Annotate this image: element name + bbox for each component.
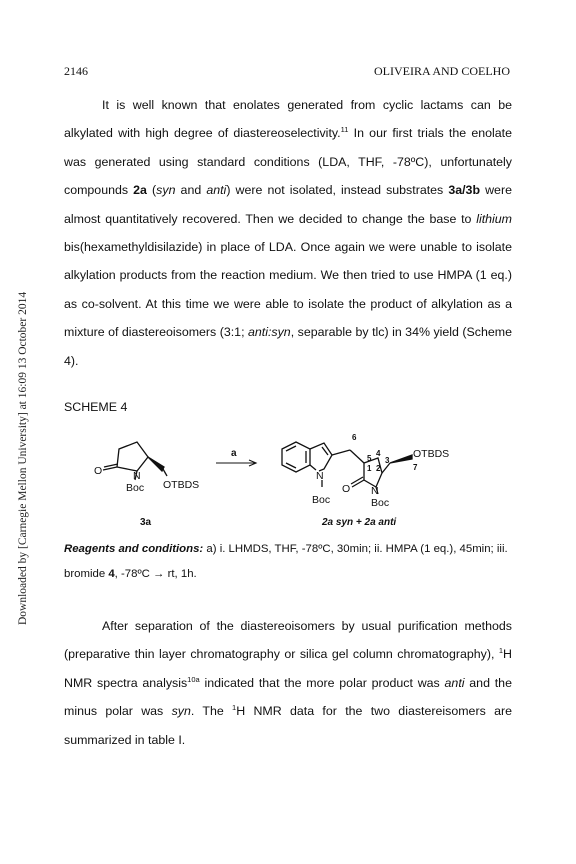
superscript: 1 <box>232 703 237 713</box>
italic-term: anti:syn <box>248 325 291 340</box>
italic-term: syn <box>171 704 191 719</box>
arrow-label: a <box>231 448 237 459</box>
text: H NMR data for the two diastereisomers are summarized in table I. <box>64 704 512 747</box>
text: a) i. LHMDS, THF, -78ºC, 30min; ii. HMPA (1 eq.), 45min; iii. bromide <box>64 543 508 580</box>
reaction-scheme <box>60 425 510 533</box>
compound-ref: 2a <box>133 183 147 198</box>
reagents-caption <box>64 537 512 586</box>
carbonyl-bond <box>352 480 364 487</box>
text: indicated that the more polar product was <box>199 675 445 690</box>
text: H NMR spectra analysis <box>64 647 512 690</box>
reagents-label: Reagents and conditions: <box>64 543 204 555</box>
compound-ref: 4 <box>108 567 115 580</box>
text: and the minus polar was <box>64 675 512 719</box>
paragraph-separation <box>64 612 512 754</box>
indole-nitrogen-label: N <box>316 470 324 482</box>
compound-ref: 3a/3b <box>448 183 481 198</box>
atom-number-7: 7 <box>413 463 418 472</box>
text: After separation of the diastereoisomers by usual purification methods (preparative thin layer chromatography or silica gel column chromatography), <box>64 619 512 662</box>
compound-label-3a: 3a <box>140 517 152 528</box>
pyrrolidinone-ring <box>117 442 148 471</box>
compound-label-2a: 2a syn + 2a anti <box>322 517 397 528</box>
carbonyl-bond <box>351 477 363 484</box>
italic-term: syn <box>156 183 176 198</box>
atom-number-2: 2 <box>376 464 381 473</box>
running-head: OLIVEIRA AND COELHO <box>374 64 510 78</box>
atom-number-5: 5 <box>367 454 372 463</box>
download-watermark: Downloaded by [Carnegie Mellon University] at 16:09 13 October 2014 <box>17 291 29 625</box>
carbonyl-bond <box>104 464 118 467</box>
nitrogen-label: N <box>133 470 141 482</box>
otbds-label: OTBDS <box>163 479 200 491</box>
indole-boc-label: Boc <box>312 494 331 506</box>
lactam-nitrogen-label: N <box>371 485 379 497</box>
carbonyl-bond <box>103 467 117 470</box>
reaction-arrow <box>216 460 256 466</box>
ch2-bridge <box>332 450 350 455</box>
text: bis(hexamethyldisilazide) in place of LDA. Once again we were unable to isolate alkylation products from the reaction medium. We then tried to use HMPA (1 eq.) as co-solvent. At this time we were able to isolate the product of alkylation as a mixture of diastereoisomers (3:1; <box>64 240 512 340</box>
text: , -78ºC → rt, 1h. <box>114 567 197 580</box>
text: . The <box>190 704 233 719</box>
wedge-bond <box>148 457 164 471</box>
italic-term: anti <box>444 675 465 690</box>
wedge-bond <box>390 455 412 463</box>
lactam-oxygen-label: O <box>342 483 351 495</box>
page-number: 2146 <box>64 64 88 78</box>
text: It is well known that enolates generated from cyclic lactams can be alkylated with high degree of diastereoselectivity. <box>64 98 512 141</box>
pyrrole-ring <box>310 443 332 471</box>
text: ) were not isolated, instead substrates <box>226 183 449 198</box>
atom-number-4: 4 <box>376 449 381 458</box>
atom-number-3: 3 <box>385 456 390 465</box>
text: , separable by tlc) in 34% yield (Scheme 4). <box>64 325 512 368</box>
lactam-ring-structure <box>351 455 412 494</box>
paragraph-intro <box>64 91 512 375</box>
superscript: 1 <box>498 646 504 656</box>
reference: 11 <box>340 125 349 135</box>
atom-number-6: 6 <box>352 433 357 442</box>
boc-label: Boc <box>126 482 145 494</box>
atom-number-1: 1 <box>367 464 372 473</box>
italic-term: anti <box>206 183 227 198</box>
text: were almost quantitatively recovered. Then we decided to change the base to <box>64 183 512 226</box>
text: ( <box>146 183 157 198</box>
ch2-o-bond <box>163 469 167 476</box>
reference: 10a <box>187 674 200 684</box>
oxygen-label: O <box>94 465 103 477</box>
scheme-title: SCHEME 4 <box>64 400 128 414</box>
otbds-label: OTBDS <box>413 448 450 460</box>
lactam-boc-label: Boc <box>371 497 390 509</box>
italic-term: lithium <box>476 211 512 226</box>
text: and <box>175 183 207 198</box>
text: In our first trials the enolate was generated using standard conditions (LDA, THF, -78ºC), unfortunately compounds <box>64 126 512 198</box>
